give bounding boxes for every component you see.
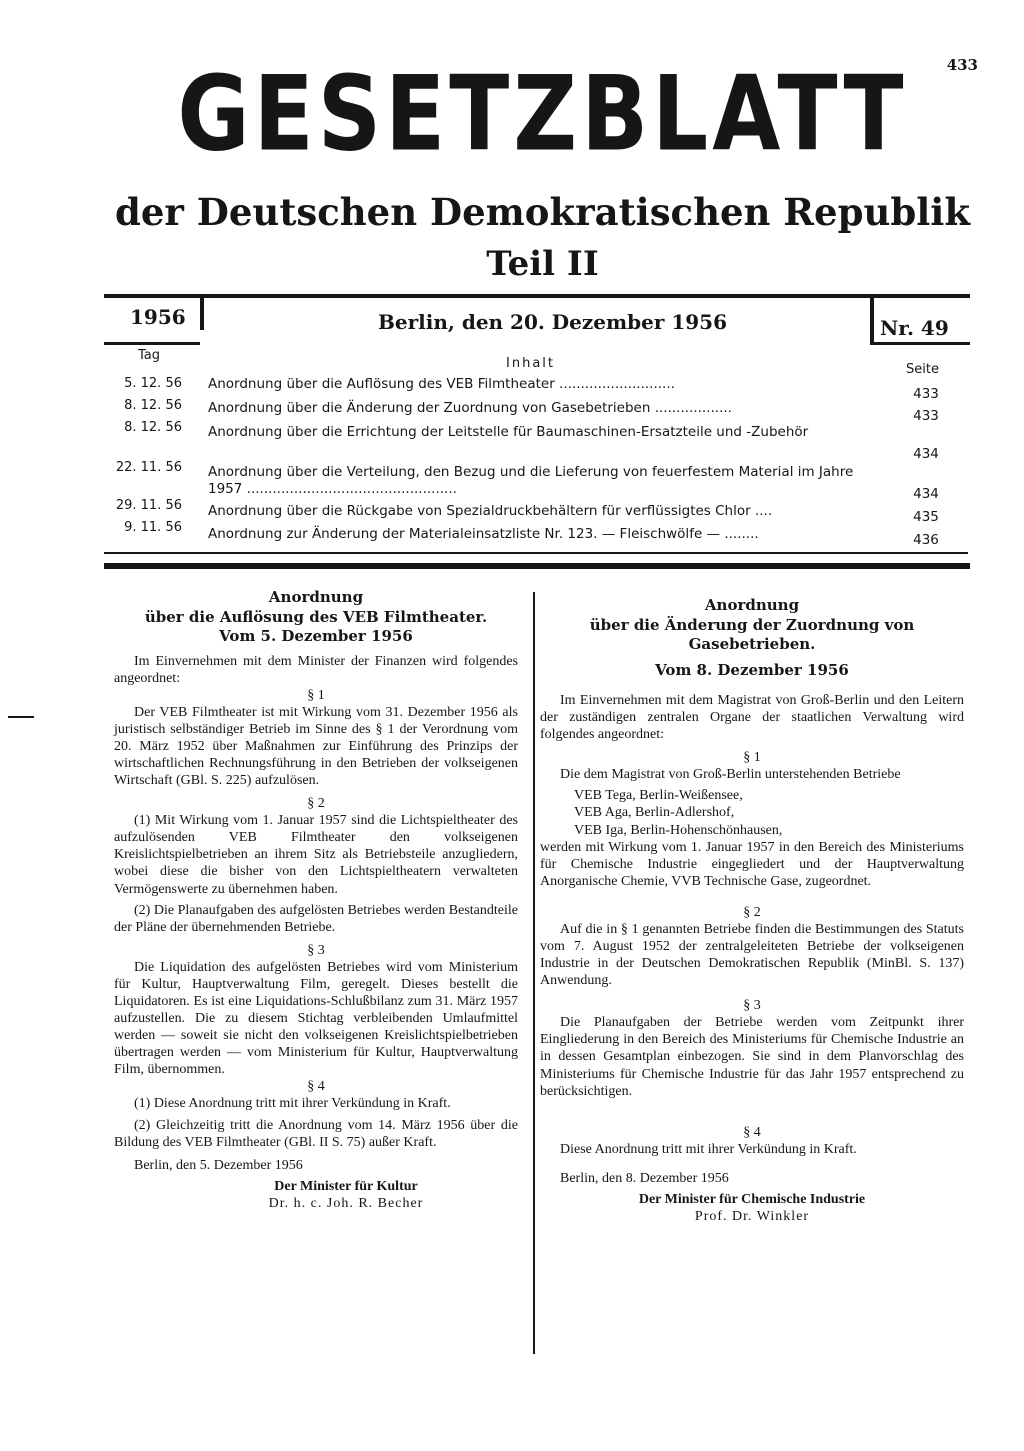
left-title-1: Anordnung [268, 588, 364, 606]
toc-date: 8. 12. 56 [124, 398, 182, 413]
page-number: 433 [946, 56, 978, 74]
left-para-4a: (1) Diese Anordnung tritt mit ihrer Verkündung in Kraft. [134, 1096, 451, 1112]
right-para-3: Die Planaufgaben der Betriebe werden vom Zeitpunkt ihrer Eingliederung in den Bereich des Ministeriums für Chemische Industrie an in dessen Gesamtplan einbezogen. Sie sind in dem Planvorschlag des Ministeriums für Chemische Industrie für das Jahr 1957 entsprechend zu berücksichtigen. [540, 1015, 964, 1099]
toc-entry-page: 436 [913, 532, 939, 548]
right-section-4: § 4 [743, 1124, 761, 1140]
toc-rule-thick [104, 563, 970, 569]
masthead-part: Teil II [486, 244, 599, 284]
masthead-subtitle: der Deutschen Demokratischen Republik [115, 190, 970, 234]
toc-content-header: Inhalt [506, 356, 555, 371]
masthead-title: GESETZBLATT [177, 52, 908, 175]
toc-entry-title: Anordnung über die Errichtung der Leitstelle für Baumaschinen-Ersatzteile und -Zubehör [208, 424, 809, 440]
right-title-1: Anordnung [704, 596, 800, 614]
right-signature-name: Prof. Dr. Winkler [694, 1209, 810, 1225]
right-title-2: über die Änderung der Zuordnung von Gasebetrieben. [589, 615, 915, 653]
rule-bottom-left [104, 342, 200, 345]
toc-date: 8. 12. 56 [124, 420, 182, 435]
issue-place-date: Berlin, den 20. Dezember 1956 [378, 310, 727, 334]
column-divider [533, 592, 535, 1354]
toc-entry-title: Anordnung über die Verteilung, den Bezug und die Lieferung von feuerfestem Material im Jahre 1957 ................................................. [208, 464, 854, 497]
left-title-2: über die Auflösung des VEB Filmtheater. [144, 607, 488, 626]
toc-page-header: Seite [906, 362, 939, 377]
left-section-4: § 4 [307, 1079, 325, 1095]
right-section-2: § 2 [743, 904, 761, 920]
toc-date: 5. 12. 56 [124, 376, 182, 391]
right-place-date: Berlin, den 8. Dezember 1956 [560, 1170, 729, 1186]
right-para-1b: werden mit Wirkung vom 1. Januar 1957 in den Bereich des Ministeriums für Chemische Industrie eingegliedert und der Hauptverwaltung Anorganische Chemie, VVB Technische Gase, zugeordnet. [540, 839, 964, 889]
left-para-3: Die Liquidation des aufgelösten Betriebes wird vom Ministerium für Kultur, Hauptverwaltung Film, geregelt. Dieses bestellt die Liquidatoren. Es ist eine Liquidations-Schlußbilanz zum 31. März 1957 aufzustellen. Die zu diesem Stichtag verbleibenden Umlaufmittel werden — soweit sie nicht den volkseigenen Kreislichtspielbetrieben übertragen werden — vom Ministerium für Kultur, Hauptverwaltung Film, übernommen. [114, 959, 518, 1078]
left-para-1: Der VEB Filmtheater ist mit Wirkung vom 31. Dezember 1956 als juristisch selbständiger Betrieb im Sinne des § 1 der Verordnung vom 20. März 1952 über Maßnahmen zur Einführung des Prinzips der wirtschaftlichen Rechnungsführung in den Betrieben der volkseigenen Wirtschaft (GBl. S. 225) aufzulösen. [114, 704, 518, 789]
left-para-2b: (2) Die Planaufgaben des aufgelösten Betriebes werden Bestandteile der Pläne der übernehmenden Betriebe. [114, 902, 518, 935]
left-section-2: § 2 [307, 796, 325, 812]
left-place-date: Berlin, den 5. Dezember 1956 [134, 1157, 303, 1173]
right-section-3: § 3 [743, 998, 761, 1014]
right-para-2: Auf die in § 1 genannten Betriebe finden die Bestimmungen des Statuts vom 7. August 1952 der zentralgeleiteten Betriebe der volkseigenen Industrie in der Deutschen Demokratischen Republik (MinBl. S. 137) Anwendung. [540, 921, 964, 989]
margin-mark [8, 716, 34, 718]
right-intro: Im Einvernehmen mit dem Magistrat von Groß-Berlin und den Leitern der zuständigen zentralen Organe der staatlichen Verwaltung wird folgendes angeordnet: [540, 693, 964, 743]
toc-entry-page: 433 [913, 386, 939, 402]
rule-divider-1 [200, 294, 204, 330]
right-signature-title: Der Minister für Chemische Industrie [638, 1191, 866, 1207]
right-section-1: § 1 [743, 750, 761, 766]
list-item: VEB Aga, Berlin-Adlershof, [574, 805, 735, 821]
left-signature-title: Der Minister für Kultur [274, 1178, 418, 1194]
left-para-2a: (1) Mit Wirkung vom 1. Januar 1957 sind die Lichtspieltheater des aufzulösenden VEB Filmtheater den volkseigenen Kreislichtspielbetrieben an ihrem Sitz als Betriebsteile anzugliedern, wobei diese die bisher von den Lichtspieltheatern verwalteten Vermögenswerte zu übernehmen haben. [114, 813, 518, 897]
toc-entry-title: Anordnung über die Auflösung des VEB Filmtheater ........................... [208, 376, 675, 392]
right-title-3: Vom 8. Dezember 1956 [655, 660, 849, 679]
toc-entry-page: 434 [913, 446, 939, 462]
toc-tag-header: Tag [138, 348, 161, 363]
list-item: VEB Tega, Berlin-Weißensee, [574, 788, 743, 804]
right-company-list [540, 787, 964, 838]
left-signature-name: Dr. h. c. Joh. R. Becher [268, 1195, 424, 1211]
left-para-4b: (2) Gleichzeitig tritt die Anordnung vom 14. März 1956 über die Bildung des VEB Filmtheater (GBl. II S. 75) außer Kraft. [114, 1117, 518, 1150]
toc-entry-page: 433 [913, 408, 939, 424]
toc-entry-page: 435 [913, 509, 939, 525]
toc-date: 22. 11. 56 [115, 460, 182, 475]
toc-entry-title: Anordnung über die Rückgabe von Spezialdruckbehältern für verflüssigtes Chlor .... [208, 503, 773, 519]
rule-divider-2 [870, 294, 874, 342]
right-para-1: Die dem Magistrat von Groß-Berlin unterstehenden Betriebe [560, 767, 901, 783]
left-section-1: § 1 [307, 687, 325, 703]
right-article [540, 596, 964, 1225]
toc-entry-title: Anordnung über die Änderung der Zuordnung von Gasebetrieben .................. [208, 400, 732, 416]
left-article [114, 588, 518, 1212]
left-title-3: Vom 5. Dezember 1956 [219, 627, 413, 645]
toc-rule-thin [104, 552, 968, 554]
toc-entry-page: 434 [913, 486, 939, 502]
toc-entry-title: Anordnung zur Änderung der Materialeinsatzliste Nr. 123. — Fleischwölfe — ........ [208, 526, 759, 542]
issue-number: Nr. 49 [880, 316, 949, 340]
issue-year: 1956 [130, 305, 186, 329]
list-item: VEB Iga, Berlin-Hohenschönhausen, [574, 822, 783, 838]
left-section-3: § 3 [307, 942, 325, 958]
toc-date: 9. 11. 56 [124, 520, 182, 535]
left-intro: Im Einvernehmen mit dem Minister der Finanzen wird folgendes angeordnet: [114, 653, 518, 686]
right-para-4: Diese Anordnung tritt mit ihrer Verkündung in Kraft. [560, 1141, 857, 1157]
toc-date: 29. 11. 56 [115, 498, 182, 513]
rule-top [104, 294, 970, 298]
rule-bottom-right [870, 342, 970, 345]
